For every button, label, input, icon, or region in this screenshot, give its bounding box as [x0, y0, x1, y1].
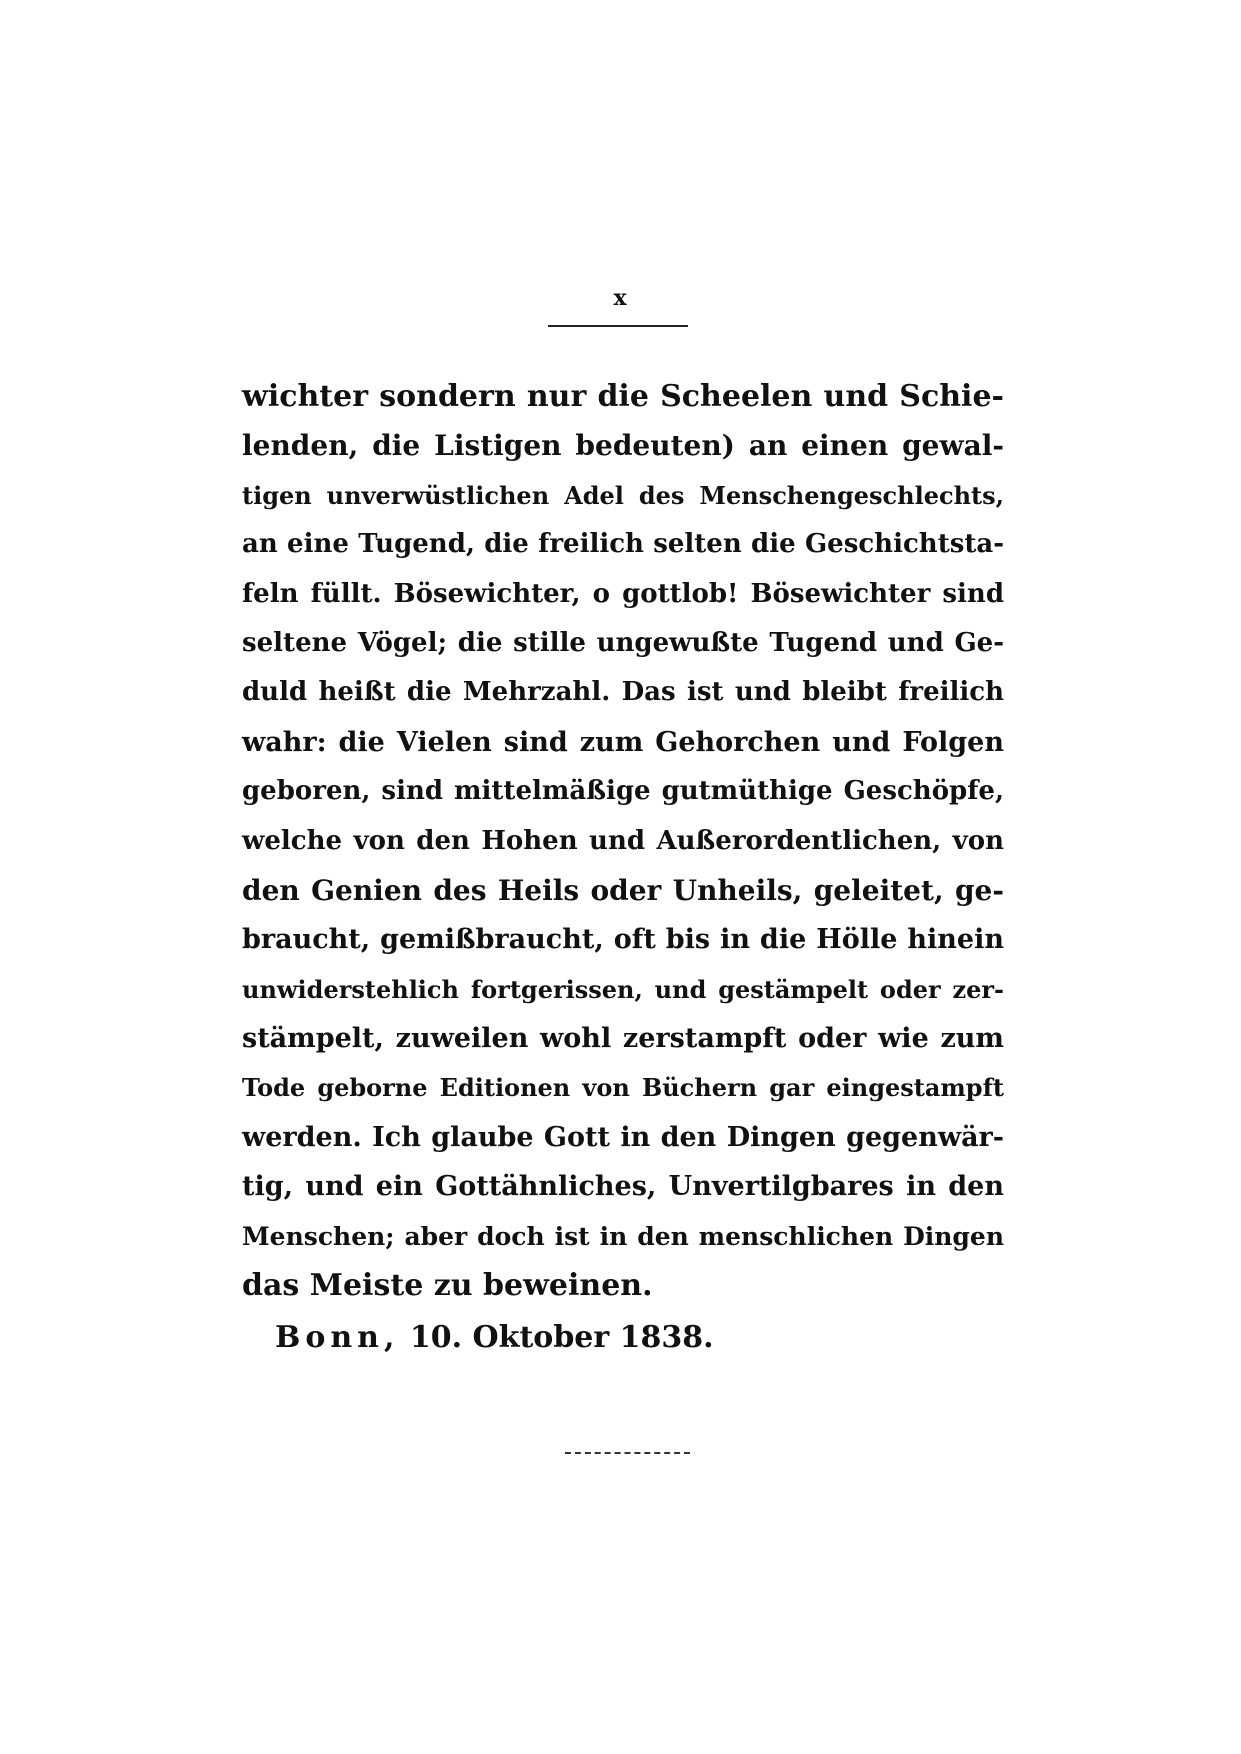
text-line: das Meiste zu beweinen. — [242, 1268, 653, 1304]
text-line: tigen unverwüstlichen Adel des Menschengeschlechts, — [242, 480, 1004, 510]
text-line: unwiderstehlich fortgerissen, und gestämpelt oder zer- — [242, 974, 1004, 1004]
footer-rule — [565, 1452, 690, 1454]
text-line: stämpelt, zuweilen wohl zerstampft oder wie zum — [242, 1023, 1004, 1055]
text-line: tig, und ein Gottähnliches, Unvertilgbares in den — [242, 1171, 1004, 1203]
text-line: lenden, die Listigen bedeuten) an einen gewal- — [242, 429, 1004, 463]
text-line: wichter sondern nur die Scheelen und Schie- — [242, 379, 1004, 414]
page-number: x — [613, 285, 628, 311]
text-line: Menschen; aber doch ist in den menschlichen Dingen — [242, 1221, 1004, 1251]
text-line: an eine Tugend, die freilich selten die Geschichtsta- — [242, 529, 1004, 560]
text-line: geboren, sind mittelmäßige gutmüthige Geschöpfe, — [242, 776, 1004, 807]
text-line: Tode geborne Editionen von Büchern gar eingestampft — [242, 1073, 1004, 1103]
text-line: wahr: die Vielen sind zum Gehorchen und Folgen — [242, 726, 1004, 758]
body-text — [242, 372, 1004, 1310]
signature-line — [275, 1320, 714, 1355]
signature-place: Bonn, — [275, 1320, 400, 1355]
text-line: duld heißt die Mehrzahl. Das ist und bleibt freilich — [242, 677, 1004, 708]
text-line: welche von den Hohen und Außerordentlichen, von — [242, 825, 1004, 856]
header-rule — [548, 325, 688, 327]
text-line: seltene Vögel; die stille ungewußte Tugend und Ge- — [242, 627, 1004, 658]
signature-date: 10. Oktober 1838. — [409, 1320, 714, 1355]
text-line: braucht, gemißbraucht, oft bis in die Hölle hinein — [242, 924, 1004, 956]
text-line: den Genien des Heils oder Unheils, geleitet, ge- — [242, 873, 1004, 907]
text-line: werden. Ich glaube Gott in den Dingen gegenwär- — [242, 1121, 1004, 1153]
text-line: feln füllt. Bösewichter, o gottlob! Bösewichter sind — [242, 578, 1004, 609]
